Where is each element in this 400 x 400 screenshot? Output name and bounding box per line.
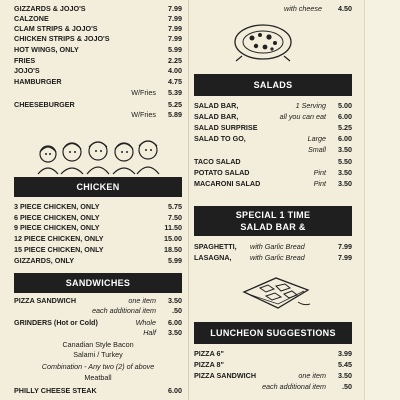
item-price: 4.50 — [338, 4, 352, 13]
item-name: MACARONI SALAD — [194, 179, 261, 188]
item-name: CLAM STRIPS & JOJO'S — [14, 24, 98, 33]
family-illustration-icon — [36, 134, 166, 176]
item-price: 6.00 — [168, 318, 182, 327]
luncheon-banner — [194, 322, 352, 344]
item-name: PHILLY CHEESE STEAK — [14, 386, 97, 395]
item-note: one item — [128, 296, 156, 305]
item-name: 9 PIECE CHICKEN, ONLY — [14, 223, 100, 233]
item-name: CALZONE — [14, 14, 49, 23]
item-price: 18.50 — [164, 244, 182, 254]
item-note: with Garlic Bread — [250, 253, 305, 262]
item-name: SALAD BAR, — [194, 112, 239, 121]
right-column — [194, 0, 352, 400]
salads-banner — [194, 74, 352, 96]
item-name: SALAD BAR, — [194, 101, 239, 110]
item-price: 5.99 — [168, 255, 182, 265]
item-price: 4.00 — [168, 66, 182, 75]
item-name: GIZZARDS & JOJO'S — [14, 4, 86, 13]
item-name: SALAD TO GO, — [194, 134, 246, 143]
item-price: 3.50 — [338, 179, 352, 188]
item-price: 5.45 — [338, 360, 352, 369]
item-name: 3 PIECE CHICKEN, ONLY — [14, 202, 100, 211]
item-note: one item — [298, 371, 326, 380]
item-price: 5.89 — [168, 110, 182, 119]
item-price: 3.50 — [168, 296, 182, 305]
sandwiches-banner — [14, 273, 182, 293]
item-note: each additional item — [262, 382, 326, 391]
column-divider — [188, 0, 189, 400]
item-name: FRIES — [14, 56, 36, 65]
item-note: Pint — [313, 179, 326, 188]
item-name: 6 PIECE CHICKEN, ONLY — [14, 212, 100, 222]
grinder-option-line: Combination - Any two (2) of above — [41, 362, 155, 371]
item-name: POTATO SALAD — [194, 168, 250, 177]
item-price: 7.99 — [338, 242, 352, 251]
item-price: 6.00 — [338, 134, 352, 143]
item-name: CHICKEN STRIPS & JOJO'S — [14, 34, 110, 43]
item-price: 5.39 — [168, 88, 182, 97]
item-name: CHEESEBURGER — [14, 100, 75, 109]
item-note: Large — [307, 134, 326, 143]
item-name: PIZZA 8" — [194, 360, 224, 369]
item-price: 5.75 — [168, 202, 182, 211]
item-note: Whole — [135, 318, 156, 327]
page-edge — [364, 0, 400, 400]
item-price: 2.25 — [168, 56, 182, 65]
platter-illustration-icon — [238, 272, 314, 314]
item-price: 5.00 — [338, 101, 352, 110]
item-name: HAMBURGER — [14, 77, 62, 86]
left-column — [14, 0, 182, 400]
item-note: Small — [308, 145, 326, 154]
item-price: 4.75 — [168, 77, 182, 86]
item-price: .50 — [172, 306, 182, 315]
item-note: W/Fries — [131, 88, 156, 97]
item-price: 7.50 — [168, 212, 182, 222]
item-price: 15.00 — [164, 234, 182, 244]
item-name: 12 PIECE CHICKEN, ONLY — [14, 234, 104, 244]
item-note: Pint — [313, 168, 326, 177]
chicken-banner — [14, 177, 182, 197]
item-name: 15 PIECE CHICKEN, ONLY — [14, 244, 104, 254]
item-name: HOT WINGS, ONLY — [14, 45, 79, 54]
item-price: 7.99 — [168, 34, 182, 43]
item-note: 1 Serving — [295, 101, 326, 110]
item-price: 5.99 — [168, 45, 182, 54]
item-name: PIZZA 6" — [194, 349, 224, 358]
item-price: 6.00 — [168, 386, 182, 395]
special-title-line1: SPECIAL 1 TIME — [235, 210, 311, 220]
item-name: PIZZA SANDWICH — [194, 371, 257, 380]
item-name: TACO SALAD — [194, 157, 241, 166]
item-price: 3.50 — [338, 371, 352, 380]
item-price: 11.50 — [164, 223, 182, 233]
item-price: 7.99 — [338, 253, 352, 262]
item-name: GRINDERS (Hot or Cold) — [14, 318, 98, 327]
item-note: each additional item — [92, 306, 156, 315]
item-note: with cheese — [284, 4, 322, 13]
item-price: .50 — [342, 382, 352, 391]
item-price: 7.99 — [168, 14, 182, 23]
grinder-option-line: Salami / Turkey — [73, 350, 123, 359]
item-name: LASAGNA, — [194, 253, 232, 262]
item-name: PIZZA SANDWICH — [14, 296, 77, 305]
item-note: Half — [143, 328, 156, 337]
item-price: 3.50 — [338, 168, 352, 177]
sandwiches-title: SANDWICHES — [65, 278, 131, 288]
chicken-title: CHICKEN — [76, 182, 120, 192]
item-name: SPAGHETTI, — [194, 242, 237, 251]
item-price: 6.00 — [338, 112, 352, 121]
item-name: GIZZARDS, ONLY — [14, 255, 75, 265]
item-name: SALAD SURPRISE — [194, 123, 258, 132]
item-price: 3.99 — [338, 349, 352, 358]
item-note: all you can eat — [279, 112, 326, 121]
item-price: 7.99 — [168, 24, 182, 33]
salads-title: SALADS — [253, 80, 293, 90]
item-price: 3.50 — [168, 328, 182, 337]
grinder-option-line: Canadian Style Bacon — [62, 340, 134, 349]
item-price: 5.50 — [338, 157, 352, 166]
item-note: with Garlic Bread — [250, 242, 305, 251]
food-plate-illustration-icon — [232, 16, 294, 62]
grinder-option-line: Meatball — [84, 373, 112, 382]
item-price: 5.25 — [168, 100, 182, 109]
item-note: W/Fries — [131, 110, 156, 119]
item-price: 7.99 — [168, 4, 182, 13]
item-name: JOJO'S — [14, 66, 40, 75]
item-price: 3.50 — [338, 145, 352, 154]
special-banner — [194, 206, 352, 236]
luncheon-title: LUNCHEON SUGGESTIONS — [210, 328, 336, 338]
special-title-line2: SALAD BAR & — [240, 222, 306, 232]
item-price: 5.25 — [338, 123, 352, 132]
